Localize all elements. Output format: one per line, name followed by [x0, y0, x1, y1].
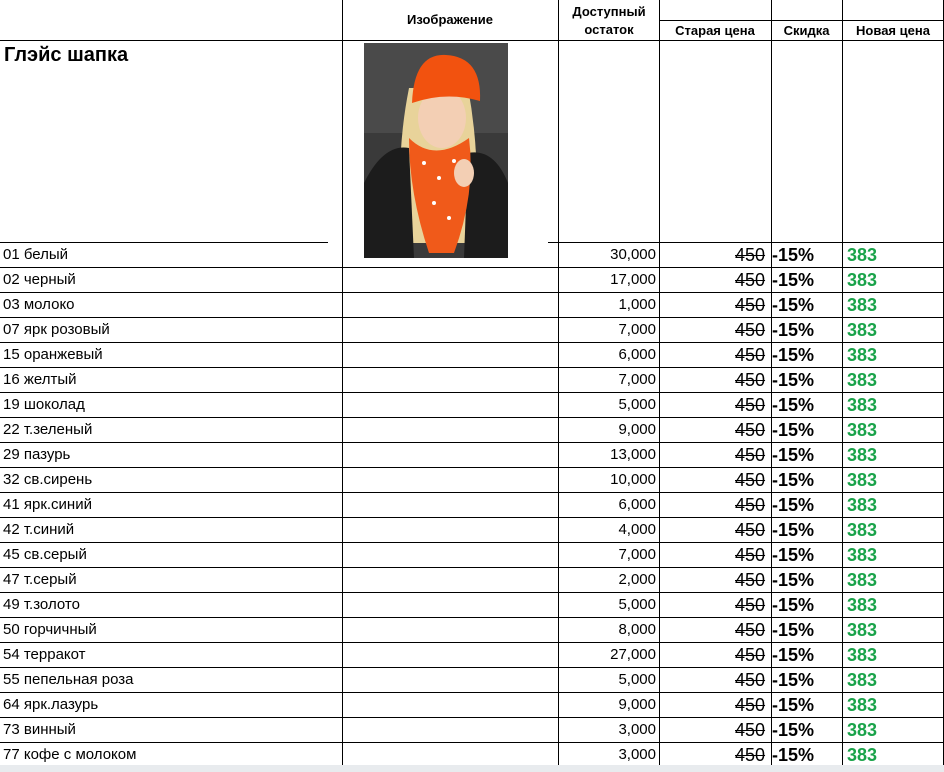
new-price-cell: 383	[847, 645, 878, 665]
discount-cell: -15%	[772, 720, 815, 740]
sheet-bottom-strip	[0, 765, 944, 772]
old-price-cell: 450	[735, 395, 766, 415]
discount-cell: -15%	[772, 570, 815, 590]
new-price-cell: 383	[847, 395, 878, 415]
header-image: Изображение	[407, 12, 493, 27]
stock-cell: 13,000	[610, 446, 656, 463]
color-name-cell: 41 ярк.синий	[3, 496, 92, 513]
table-row	[0, 343, 944, 368]
color-name-cell: 54 терракот	[3, 646, 86, 663]
new-price-cell: 383	[847, 470, 878, 490]
new-price-cell: 383	[847, 595, 878, 615]
discount-cell: -15%	[772, 620, 815, 640]
table-row	[0, 393, 944, 418]
color-name-cell: 15 оранжевый	[3, 346, 103, 363]
stock-cell: 27,000	[610, 646, 656, 663]
header-old-price: Старая цена	[675, 23, 755, 38]
stock-cell: 3,000	[618, 746, 656, 763]
old-price-cell: 450	[735, 470, 766, 490]
old-price-cell: 450	[735, 570, 766, 590]
old-price-cell: 450	[735, 520, 766, 540]
old-price-cell: 450	[735, 495, 766, 515]
discount-cell: -15%	[772, 470, 815, 490]
new-price-cell: 383	[847, 245, 878, 265]
stock-cell: 2,000	[618, 571, 656, 588]
stock-cell: 1,000	[618, 296, 656, 313]
table-row	[0, 543, 944, 568]
stock-cell: 6,000	[618, 496, 656, 513]
discount-cell: -15%	[772, 670, 815, 690]
color-name-cell: 19 шоколад	[3, 396, 85, 413]
old-price-cell: 450	[735, 245, 766, 265]
color-name-cell: 49 т.золото	[3, 596, 80, 613]
color-name-cell: 07 ярк розовый	[3, 321, 110, 338]
table-row	[0, 493, 944, 518]
old-price-cell: 450	[735, 320, 766, 340]
discount-cell: -15%	[772, 270, 815, 290]
stock-cell: 30,000	[610, 246, 656, 263]
discount-cell: -15%	[772, 370, 815, 390]
table-row	[0, 518, 944, 543]
old-price-cell: 450	[735, 545, 766, 565]
discount-cell: -15%	[772, 345, 815, 365]
new-price-cell: 383	[847, 420, 878, 440]
new-price-cell: 383	[847, 620, 878, 640]
discount-cell: -15%	[772, 520, 815, 540]
table-row	[0, 568, 944, 593]
old-price-cell: 450	[735, 445, 766, 465]
discount-cell: -15%	[772, 245, 815, 265]
color-name-cell: 73 винный	[3, 721, 76, 738]
table-row	[0, 618, 944, 643]
product-title: Глэйс шапка	[4, 44, 129, 66]
color-name-cell: 02 черный	[3, 271, 76, 288]
color-name-cell: 29 пазурь	[3, 446, 71, 463]
discount-cell: -15%	[772, 745, 815, 765]
stock-cell: 7,000	[618, 371, 656, 388]
product-photo	[364, 43, 508, 258]
table-row	[0, 443, 944, 468]
new-price-cell: 383	[847, 370, 878, 390]
new-price-cell: 383	[847, 295, 878, 315]
new-price-cell: 383	[847, 670, 878, 690]
grid-line	[659, 20, 944, 21]
new-price-cell: 383	[847, 520, 878, 540]
table-row	[0, 468, 944, 493]
old-price-cell: 450	[735, 295, 766, 315]
stock-cell: 7,000	[618, 546, 656, 563]
color-name-cell: 42 т.синий	[3, 521, 75, 538]
color-name-cell: 16 желтый	[3, 371, 77, 388]
stock-cell: 9,000	[618, 421, 656, 438]
table-row	[0, 368, 944, 393]
color-name-cell: 77 кофе с молоком	[3, 746, 137, 763]
grid-line	[0, 40, 944, 41]
header-stock: Доступный остаток	[572, 4, 646, 37]
old-price-cell: 450	[735, 645, 766, 665]
new-price-cell: 383	[847, 345, 878, 365]
stock-cell: 6,000	[618, 346, 656, 363]
stock-cell: 8,000	[618, 621, 656, 638]
discount-cell: -15%	[772, 645, 815, 665]
new-price-cell: 383	[847, 445, 878, 465]
old-price-cell: 450	[735, 620, 766, 640]
new-price-cell: 383	[847, 545, 878, 565]
old-price-cell: 450	[735, 745, 766, 765]
table-row	[0, 293, 944, 318]
stock-cell: 4,000	[618, 521, 656, 538]
table-row	[0, 593, 944, 618]
new-price-cell: 383	[847, 320, 878, 340]
color-name-cell: 22 т.зеленый	[3, 421, 93, 438]
header-new-price: Новая цена	[856, 23, 930, 38]
old-price-cell: 450	[735, 695, 766, 715]
discount-cell: -15%	[772, 595, 815, 615]
table-row	[0, 643, 944, 668]
stock-cell: 3,000	[618, 721, 656, 738]
color-name-cell: 55 пепельная роза	[3, 671, 134, 688]
hat-model-image	[364, 43, 508, 258]
old-price-cell: 450	[735, 420, 766, 440]
color-name-cell: 47 т.серый	[3, 571, 77, 588]
new-price-cell: 383	[847, 570, 878, 590]
color-name-cell: 64 ярк.лазурь	[3, 696, 99, 713]
stock-cell: 17,000	[610, 271, 656, 288]
stock-cell: 9,000	[618, 696, 656, 713]
stock-cell: 7,000	[618, 321, 656, 338]
table-row	[0, 268, 944, 293]
new-price-cell: 383	[847, 495, 878, 515]
color-name-cell: 50 горчичный	[3, 621, 97, 638]
discount-cell: -15%	[772, 545, 815, 565]
discount-cell: -15%	[772, 445, 815, 465]
discount-cell: -15%	[772, 695, 815, 715]
old-price-cell: 450	[735, 595, 766, 615]
color-name-cell: 45 св.серый	[3, 546, 87, 563]
old-price-cell: 450	[735, 270, 766, 290]
old-price-cell: 450	[735, 345, 766, 365]
stock-cell: 5,000	[618, 396, 656, 413]
new-price-cell: 383	[847, 270, 878, 290]
color-name-cell: 03 молоко	[3, 296, 75, 313]
table-row	[0, 693, 944, 718]
stock-cell: 5,000	[618, 596, 656, 613]
color-name-cell: 32 св.сирень	[3, 471, 93, 488]
stock-cell: 5,000	[618, 671, 656, 688]
table-row	[0, 418, 944, 443]
table-row	[0, 318, 944, 343]
discount-cell: -15%	[772, 495, 815, 515]
discount-cell: -15%	[772, 320, 815, 340]
discount-cell: -15%	[772, 420, 815, 440]
stock-cell: 10,000	[610, 471, 656, 488]
old-price-cell: 450	[735, 670, 766, 690]
table-row	[0, 668, 944, 693]
new-price-cell: 383	[847, 695, 878, 715]
discount-cell: -15%	[772, 395, 815, 415]
old-price-cell: 450	[735, 720, 766, 740]
color-name-cell: 01 белый	[3, 246, 69, 263]
new-price-cell: 383	[847, 745, 878, 765]
table-row	[0, 718, 944, 743]
discount-cell: -15%	[772, 295, 815, 315]
header-discount: Скидка	[783, 23, 830, 38]
old-price-cell: 450	[735, 370, 766, 390]
new-price-cell: 383	[847, 720, 878, 740]
